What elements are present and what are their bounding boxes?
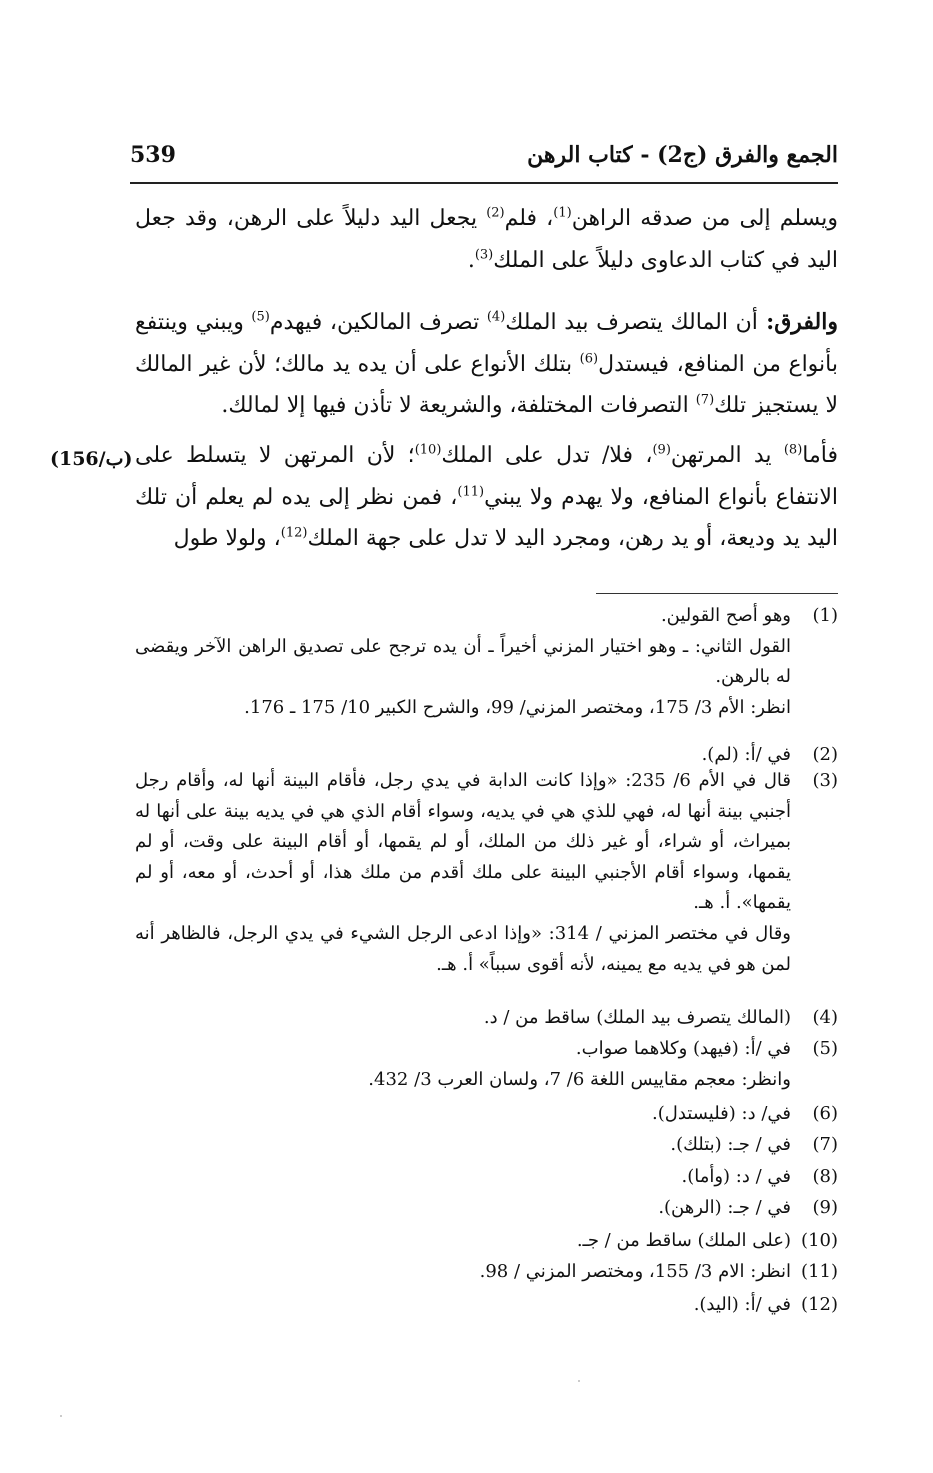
- text-run: ويسلم إلى من صدقه الراهن: [571, 206, 838, 231]
- footnote: [135, 1034, 838, 1095]
- footnote-line: في / جـ: (الرهن).: [658, 1197, 791, 1218]
- text-run: ، ولولا طول: [173, 526, 281, 551]
- footnote-line: في / د: (وأما).: [681, 1166, 791, 1187]
- body-paragraph-3: [135, 435, 838, 560]
- footnote-line: وقال في مختصر المزني / 314: «وإذا ادعى الرجل الشيء في يدي الرجل، فالظاهر أنه لمن هو في يديه مع يمينه، لأنه أقوى سبباً» أ. هـ.: [135, 922, 791, 975]
- footnote-number: (3): [812, 770, 838, 791]
- footnote-marker: (7): [695, 392, 715, 408]
- footnote-text: [135, 1034, 791, 1095]
- text-run: .: [467, 247, 475, 273]
- footnote-marker: (9): [652, 442, 671, 458]
- scan-speck: [60, 1415, 62, 1417]
- footnote-marker: (8): [783, 442, 803, 458]
- footnote-marker: (11): [457, 484, 485, 500]
- body-paragraph-1: [135, 198, 838, 281]
- text-run: يجعل اليد دليلاً على الرهن، وقد جعل اليد في كتاب الدعاوى دليلاً على الملك: [135, 206, 838, 273]
- footnote-number: (2): [812, 744, 838, 765]
- running-header: [130, 142, 838, 182]
- footnote-marker: (10): [414, 442, 442, 458]
- text-run: يد المرتهن: [670, 443, 784, 468]
- text-run: ، فمن نظر إلى يده لم يعلم أن تلك اليد يد وديعة، أو يد رهن، ومجرد اليد لا تدل على جهة الملك: [135, 484, 838, 551]
- text-run: ويبني وينتفع بأنواع من المنافع، فيستدل: [135, 310, 838, 377]
- running-title: الجمع والفرق (ج2) - كتاب الرهن: [527, 142, 838, 168]
- bold-lead-text: والفرق:: [757, 309, 838, 335]
- footnote-marker: (3): [474, 247, 494, 263]
- footnote-text: [135, 1290, 791, 1321]
- footnote-number: (8): [812, 1166, 838, 1187]
- footnote: [135, 1003, 838, 1034]
- footnote-marker: (1): [553, 205, 572, 221]
- footnote-line: وهو أصح القولين.: [660, 605, 791, 626]
- footnote-line: انظر: الام 3/ 155، ومختصر المزني / 98.: [479, 1261, 791, 1282]
- footnote: [135, 1290, 838, 1321]
- footnote-line: وانظر: معجم مقاييس اللغة 6/ 7، ولسان العرب 3/ 432.: [368, 1068, 791, 1090]
- page-number: 539: [130, 142, 176, 168]
- footnote-number: (6): [812, 1103, 838, 1124]
- text-run: ، فلا/ تدل على الملك: [441, 443, 653, 468]
- footnote: [135, 1130, 838, 1161]
- footnote: [135, 1162, 838, 1193]
- text-run: التصرفات المختلفة، والشريعة لا تأذن فيها إلا لمالك.: [221, 393, 696, 418]
- margin-folio-note: (156/ب): [50, 448, 133, 470]
- footnote-line: القول الثاني: ـ وهو اختيار المزني أخيراً ـ أن يده ترجح على تصديق الراهن الآخر ويقضى له بالرهن.: [135, 635, 791, 688]
- footnote: [135, 766, 838, 980]
- text-run: فأما: [802, 443, 838, 468]
- footnote-marker: (4): [486, 309, 506, 325]
- footnote-marker: (12): [280, 525, 308, 541]
- footnote-line: في /أ: (لم).: [701, 744, 791, 765]
- footnote: [135, 601, 838, 723]
- footnote-line: في/ د: (فليستدل).: [652, 1103, 791, 1124]
- header-rule: [130, 182, 838, 184]
- text-run: بتلك الأنواع على أن يده يد مالك؛ لأن غير المالك لا يستجيز تلك: [135, 351, 838, 418]
- footnote-line: انظر: الأم 3/ 175، ومختصر المزني/ 99، والشرح الكبير 10/ 175 ـ 176.: [244, 696, 791, 718]
- footnote-line: في / جـ: (بتلك).: [670, 1134, 791, 1155]
- footnote: [135, 1099, 838, 1130]
- footnote-line: (على الملك) ساقط من / جـ.: [576, 1230, 791, 1251]
- footnote-text: [135, 601, 791, 723]
- footnote-marker: (5): [251, 309, 270, 325]
- text-run: ؛ لأن المرتهن لا يتسلط على الانتفاع بأنواع المنافع، ولا يهدم ولا يبني: [135, 443, 838, 510]
- footnote-text: [135, 1257, 791, 1288]
- footnote-number: (9): [812, 1197, 838, 1218]
- footnote-text: [135, 1193, 791, 1224]
- footnote-number: (10): [801, 1230, 838, 1251]
- footnote-number: (12): [801, 1294, 838, 1315]
- text-run: أن المالك يتصرف بيد الملك: [505, 310, 758, 335]
- footnote-number: (7): [812, 1134, 838, 1155]
- text-run: تصرف المالكين، فيهدم: [269, 310, 487, 335]
- footnote-line: قال في الأم 6/ 235: «وإذا كانت الدابة في يدي رجل، فأقام البينة أنها له، وأقام رجل أجنبي بينة أنها له، فهي للذي هي في يديه، وسواء أقام الذي هي في يديه بينة على أنها له بميراث، أو شراء، أو غير ذلك من الملك، أو لم يقمها، أو أقام البينة على وقت، أو لم يقمها، وسواء أقام الأجنبي البينة على ملك أقدم من ملك هذا، أو أحدث، أو معه، أو لم يقمها». أ. هـ.: [135, 770, 792, 914]
- footnote: [135, 1257, 838, 1288]
- footnote-number: (4): [812, 1007, 838, 1028]
- footnote-text: [135, 766, 791, 980]
- text-run: ، فلم: [504, 206, 554, 231]
- footnote-line: في /أ: (فيهد) وكلاهما صواب.: [575, 1038, 791, 1059]
- body-paragraph-2: [135, 302, 838, 427]
- footnote: [135, 1226, 838, 1257]
- scan-speck: [578, 1380, 580, 1382]
- footnote-number: (11): [801, 1261, 838, 1282]
- footnote-rule: [596, 593, 838, 594]
- footnote-text: [135, 1226, 791, 1257]
- footnote-text: [135, 1162, 791, 1193]
- footnote-text: [135, 1099, 791, 1130]
- footnote-text: [135, 1130, 791, 1161]
- footnote-line: (المالك يتصرف بيد الملك) ساقط من / د.: [483, 1007, 791, 1028]
- footnote-text: [135, 1003, 791, 1034]
- footnote-marker: (6): [579, 351, 599, 367]
- footnote-marker: (2): [486, 205, 505, 221]
- footnote: [135, 1193, 838, 1224]
- footnote-line: في /أ: (اليد).: [693, 1294, 791, 1315]
- footnote-number: (1): [812, 605, 838, 626]
- footnote-number: (5): [812, 1038, 838, 1059]
